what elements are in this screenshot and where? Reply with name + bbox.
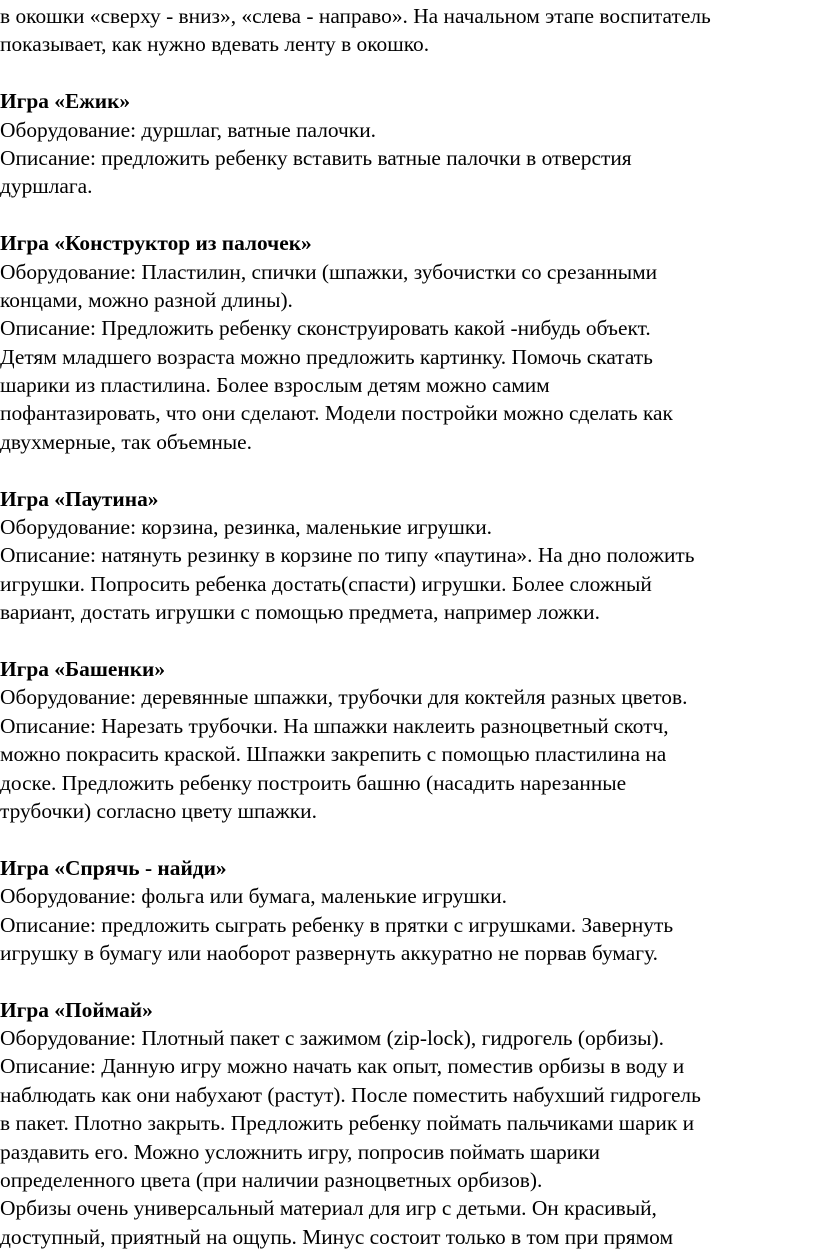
- text-line: Описание: Нарезать трубочки. На шпажки наклеить разноцветный скотч,: [0, 713, 669, 738]
- section-title: Игра «Поймай»: [0, 997, 153, 1022]
- section-spryach-naidi: [0, 854, 816, 968]
- text-line: игрушки. Попросить ребенка достать(спасти) игрушки. Более сложный: [0, 571, 652, 596]
- paragraph-spacer: [0, 627, 816, 655]
- text-line: игрушку в бумагу или наоборот развернуть аккуратно не порвав бумагу.: [0, 940, 658, 965]
- section-konstruktor: [0, 229, 816, 456]
- text-line: пофантазировать, что они сделают. Модели постройки можно сделать как: [0, 401, 673, 426]
- text-line: Детям младшего возраста можно предложить картинку. Помочь скатать: [0, 344, 653, 369]
- text-line: Описание: Данную игру можно начать как опыт, поместив орбизы в воду и: [0, 1054, 685, 1079]
- text-line: Описание: Предложить ребенку сконструировать какой -нибудь объект.: [0, 316, 651, 341]
- text-line: наблюдать как они набухают (растут). После поместить набухший гидрогель: [0, 1082, 701, 1107]
- text-line: показывает, как нужно вдевать ленту в окошко.: [0, 32, 430, 57]
- text-line: Оборудование: Плотный пакет с зажимом (zip-lock), гидрогель (орбизы).: [0, 1026, 664, 1051]
- text-line: Оборудование: корзина, резинка, маленькие игрушки.: [0, 515, 493, 540]
- section-bashenki: [0, 655, 816, 825]
- paragraph-spacer: [0, 825, 816, 853]
- intro-paragraph: [0, 2, 816, 59]
- text-line: двухмерные, так объемные.: [0, 429, 253, 454]
- paragraph-spacer: [0, 456, 816, 484]
- text-line: можно покрасить краской. Шпажки закрепить с помощью пластилина на: [0, 742, 667, 767]
- text-line: Орбизы очень универсальный материал для игр с детьми. Он красивый,: [0, 1196, 657, 1221]
- text-line: определенного цвета (при наличии разноцветных орбизов).: [0, 1168, 543, 1193]
- text-line: Оборудование: дуршлаг, ватные палочки.: [0, 117, 376, 142]
- text-line: Описание: натянуть резинку в корзине по типу «паутина». На дно положить: [0, 543, 695, 568]
- section-ezhik: [0, 87, 816, 201]
- text-line: Оборудование: деревянные шпажки, трубочки для коктейля разных цветов.: [0, 685, 688, 710]
- text-line: трубочки) согласно цвету шпажки.: [0, 798, 317, 823]
- paragraph-spacer: [0, 59, 816, 87]
- section-poimai: [0, 996, 816, 1252]
- text-line: вариант, достать игрушки с помощью предмета, например ложки.: [0, 600, 600, 625]
- text-line: концами, можно разной длины).: [0, 287, 293, 312]
- text-line: дуршлага.: [0, 174, 93, 199]
- text-line: шарики из пластилина. Более взрослым детям можно самим: [0, 373, 550, 398]
- text-line: Оборудование: фольга или бумага, маленькие игрушки.: [0, 884, 508, 909]
- text-line: Оборудование: Пластилин, спички (шпажки, зубочистки со срезанными: [0, 259, 658, 284]
- section-title: Игра «Ежик»: [0, 89, 131, 114]
- text-line: в окошки «сверху - вниз», «слева - направо». На начальном этапе воспитатель: [0, 4, 711, 28]
- text-line: в пакет. Плотно закрыть. Предложить ребенку поймать пальчиками шарик и: [0, 1111, 695, 1136]
- text-line: Описание: предложить сыграть ребенку в прятки с игрушками. Завернуть: [0, 912, 674, 937]
- paragraph-spacer: [0, 967, 816, 995]
- section-title: Игра «Спрячь - найди»: [0, 855, 227, 880]
- section-title: Игра «Конструктор из палочек»: [0, 231, 312, 256]
- section-title: Игра «Башенки»: [0, 656, 166, 681]
- paragraph-spacer: [0, 201, 816, 229]
- text-line: доступный, приятный на ощупь. Минус состоит только в том при прямом: [0, 1224, 674, 1249]
- text-line: Описание: предложить ребенку вставить ватные палочки в отверстия: [0, 145, 632, 170]
- section-title: Игра «Паутина»: [0, 486, 159, 511]
- section-pautina: [0, 485, 816, 627]
- text-line: раздавить его. Можно усложнить игру, попросив поймать шарики: [0, 1139, 600, 1164]
- text-line: доске. Предложить ребенку построить башню (насадить нарезанные: [0, 770, 627, 795]
